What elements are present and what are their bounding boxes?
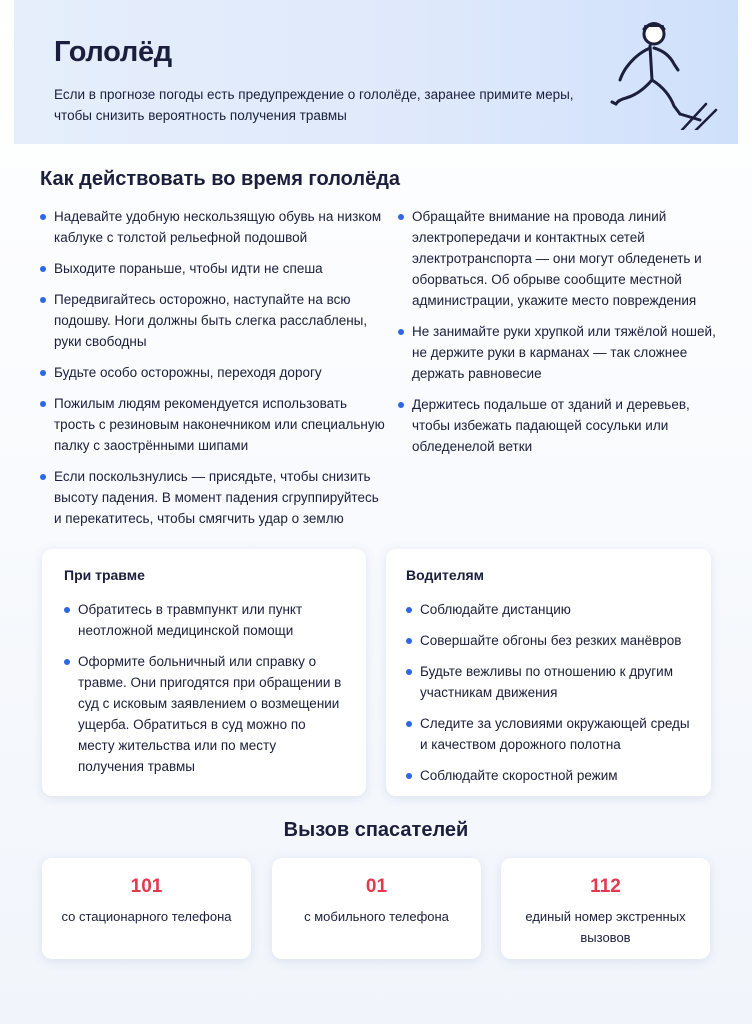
list-item: Держитесь подальше от зданий и деревьев, чтобы избежать падающей сосульки или обледенелой ветки	[398, 394, 718, 457]
phone-description: со стационарного телефона	[61, 909, 232, 924]
list-item: Обращайте внимание на провода линий электропередачи и контактных сетей электротранспорта — они могут обледенеть и оборваться. Об обрыве сообщите местной администрации, укажите место повреждения	[398, 206, 718, 311]
list-item: Пожилым людям рекомендуется использовать трость с резиновым наконечником или специальную палку с заострёнными шипами	[40, 393, 390, 456]
phone-card-101	[42, 858, 251, 959]
list-item: Будьте особо осторожны, переходя дорогу	[40, 362, 390, 383]
actions-list-right	[398, 206, 718, 467]
actions-list-left	[40, 206, 390, 539]
phone-card-112	[501, 858, 710, 959]
list-item: Оформите больничный или справку о травме. Они пригодятся при обращении в суд с исковым заявлением о возмещении ущерба. Обратиться в суд можно по месту жительства или по месту получения травмы	[64, 651, 344, 777]
trauma-title: При травме	[64, 567, 145, 583]
actions-title: Как действовать во время гололёда	[40, 168, 401, 190]
list-item: Выходите пораньше, чтобы идти не спеша	[40, 258, 390, 279]
page-title: Гололёд	[54, 36, 172, 68]
list-item: Не занимайте руки хрупкой или тяжёлой ношей, не держите руки в карманах — так сложнее держать равновесие	[398, 321, 718, 384]
phone-number: 01	[365, 876, 388, 897]
phone-description: единый номер экстренных вызовов	[525, 909, 686, 945]
drivers-card	[386, 549, 711, 796]
list-item: Следите за условиями окружающей среды и качеством дорожного полотна	[406, 713, 696, 755]
slipping-person-icon	[610, 10, 720, 130]
list-item: Совершайте обгоны без резких манёвров	[406, 630, 696, 651]
drivers-list	[406, 599, 696, 796]
phone-description: с мобильного телефона	[304, 909, 449, 924]
hero-subtitle: Если в прогнозе погоды есть предупреждение о гололёде, заранее примите меры, чтобы снизить вероятность получения травмы	[54, 87, 574, 123]
list-item: Будьте вежливы по отношению к другим участникам движения	[406, 661, 696, 703]
phone-card-01	[272, 858, 481, 959]
phone-number: 101	[130, 876, 163, 897]
drivers-title: Водителям	[406, 567, 485, 583]
hero-banner	[14, 0, 738, 144]
list-item: Соблюдайте дистанцию	[406, 599, 696, 620]
list-item: Обратитесь в травмпункт или пункт неотложной медицинской помощи	[64, 599, 344, 641]
list-item: Если поскользнулись — присядьте, чтобы снизить высоту падения. В момент падения сгруппируйтесь и перекатитесь, чтобы смягчить удар о землю	[40, 466, 390, 529]
list-item: Надевайте удобную нескользящую обувь на низком каблуке с толстой рельефной подошвой	[40, 206, 390, 248]
phone-number: 112	[590, 876, 621, 897]
trauma-card	[42, 549, 366, 796]
trauma-list	[64, 599, 344, 787]
list-item: Передвигайтесь осторожно, наступайте на всю подошву. Ноги должны быть слегка расслаблены, руки свободны	[40, 289, 390, 352]
list-item: Соблюдайте скоростной режим	[406, 765, 696, 786]
rescue-title: Вызов спасателей	[283, 819, 469, 841]
